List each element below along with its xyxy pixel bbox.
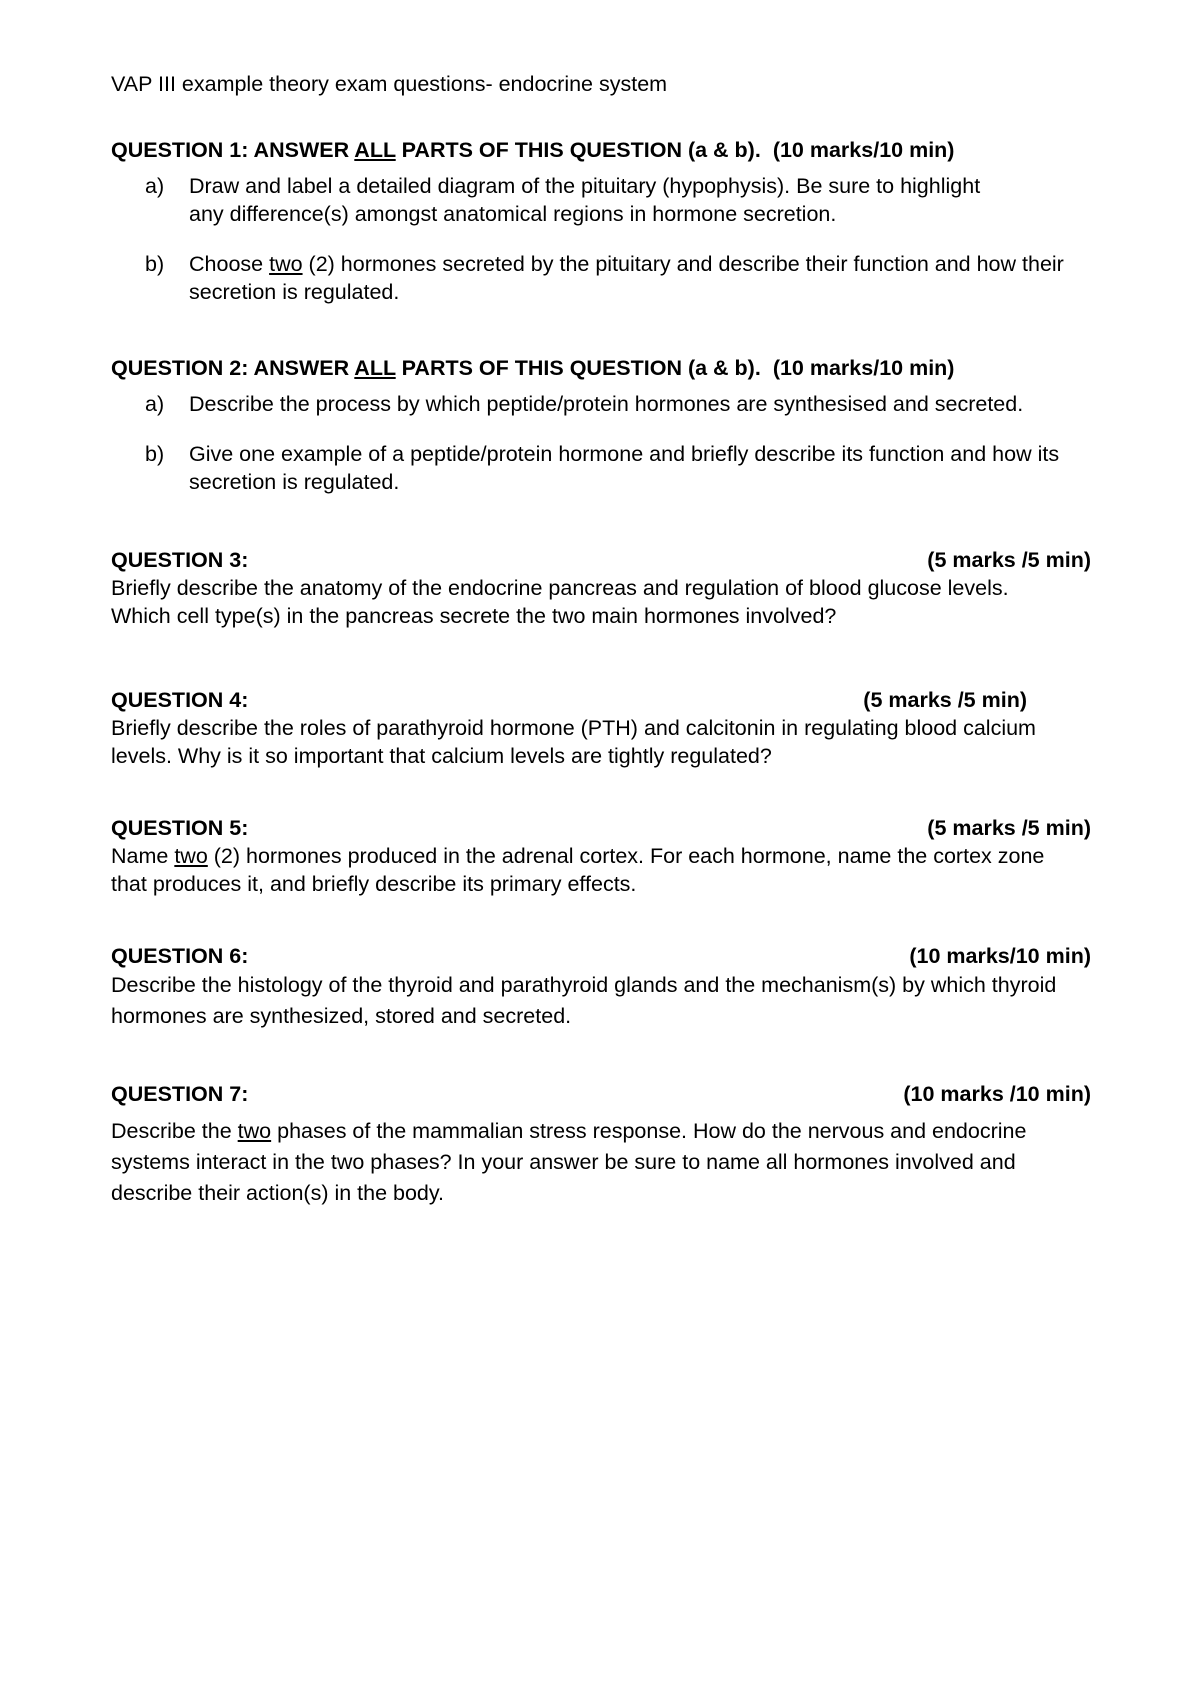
question-3 <box>111 546 1091 630</box>
question-2-heading-post: PARTS OF THIS QUESTION (a & b). <box>395 356 761 380</box>
question-7-body <box>111 1116 1091 1209</box>
part-a-label: a) <box>145 392 165 416</box>
question-5-title: QUESTION 5: <box>111 816 249 840</box>
question-5 <box>111 814 1091 898</box>
part-b-text <box>189 250 1091 306</box>
question-5-heading <box>111 814 1091 842</box>
question-5-marks: (5 marks /5 min) <box>927 816 1091 840</box>
part-b-label: b) <box>145 442 165 466</box>
question-1-heading-all: ALL <box>354 138 396 162</box>
question-1-part-b <box>111 250 1091 306</box>
question-1 <box>111 136 1091 306</box>
question-2-heading-pre: QUESTION 2: ANSWER <box>111 356 355 380</box>
question-5-body-pre: Name <box>111 844 175 868</box>
question-7-heading <box>111 1080 1091 1108</box>
question-5-body <box>111 842 1091 898</box>
part-b-text-pre: Choose <box>189 252 270 276</box>
question-3-heading <box>111 546 1091 574</box>
question-4-body: Briefly describe the roles of parathyroid hormone (PTH) and calcitonin in regulating blood calcium levels. Why is it so important that calcium levels are tightly regulated? <box>111 716 1036 768</box>
question-3-body: Briefly describe the anatomy of the endocrine pancreas and regulation of blood glucose levels. Which cell type(s) in the pancreas secrete the two main hormones involved? <box>111 576 1009 628</box>
question-2-marks: (10 marks/10 min) <box>772 356 955 380</box>
question-5-body-post: (2) hormones produced in the adrenal cortex. For each hormone, name the cortex zone that produces it, and briefly describe its primary effects. <box>111 844 1045 896</box>
question-2-part-b <box>111 440 1091 496</box>
question-1-heading-pre: QUESTION 1: ANSWER <box>111 138 355 162</box>
part-a-label: a) <box>145 174 165 198</box>
question-7-title: QUESTION 7: <box>111 1082 249 1106</box>
part-b-label: b) <box>145 252 165 276</box>
part-a-text: Draw and label a detailed diagram of the pituitary (hypophysis). Be sure to highlight any difference(s) amongst anatomical regions in hormone secretion. <box>189 174 981 226</box>
question-1-heading <box>111 136 1091 164</box>
question-2-heading-all: ALL <box>354 356 396 380</box>
question-5-body-two: two <box>174 844 208 868</box>
question-1-marks: (10 marks/10 min) <box>772 138 955 162</box>
document-title: VAP III example theory exam questions- endocrine system <box>111 72 668 96</box>
question-7-body-two: two <box>237 1119 272 1143</box>
question-4 <box>111 686 1091 770</box>
question-4-heading <box>111 686 1027 714</box>
question-7-marks: (10 marks /10 min) <box>903 1082 1091 1106</box>
question-2-heading <box>111 354 1091 382</box>
question-1-heading-post: PARTS OF THIS QUESTION (a & b). <box>395 138 761 162</box>
part-b-text: Give one example of a peptide/protein hormone and briefly describe its function and how its secretion is regulated. <box>189 442 1060 494</box>
question-3-title: QUESTION 3: <box>111 548 249 572</box>
question-6-heading <box>111 942 1091 970</box>
exam-page <box>111 70 1091 1209</box>
question-4-marks: (5 marks /5 min) <box>863 688 1027 712</box>
question-7 <box>111 1080 1091 1209</box>
question-7-body-post: phases of the mammalian stress response. How do the nervous and endocrine systems interact in the two phases? In your answer be sure to name all hormones involved and describe their action(s) in the body. <box>111 1119 1027 1205</box>
question-4-title: QUESTION 4: <box>111 688 249 712</box>
question-6-title: QUESTION 6: <box>111 944 249 968</box>
question-6 <box>111 942 1091 1032</box>
part-b-text-post: (2) hormones secreted by the pituitary and describe their function and how their secretion is regulated. <box>189 252 1064 304</box>
question-2 <box>111 354 1091 496</box>
question-1-part-a <box>111 172 1091 228</box>
question-6-body: Describe the histology of the thyroid and parathyroid glands and the mechanism(s) by which thyroid hormones are synthesized, stored and secreted. <box>111 973 1057 1028</box>
question-7-body-pre: Describe the <box>111 1119 238 1143</box>
part-a-text: Describe the process by which peptide/protein hormones are synthesised and secreted. <box>189 392 1024 416</box>
question-2-part-a <box>111 390 1091 418</box>
question-6-marks: (10 marks/10 min) <box>909 944 1091 968</box>
question-3-marks: (5 marks /5 min) <box>927 548 1091 572</box>
part-b-text-two: two <box>269 252 303 276</box>
